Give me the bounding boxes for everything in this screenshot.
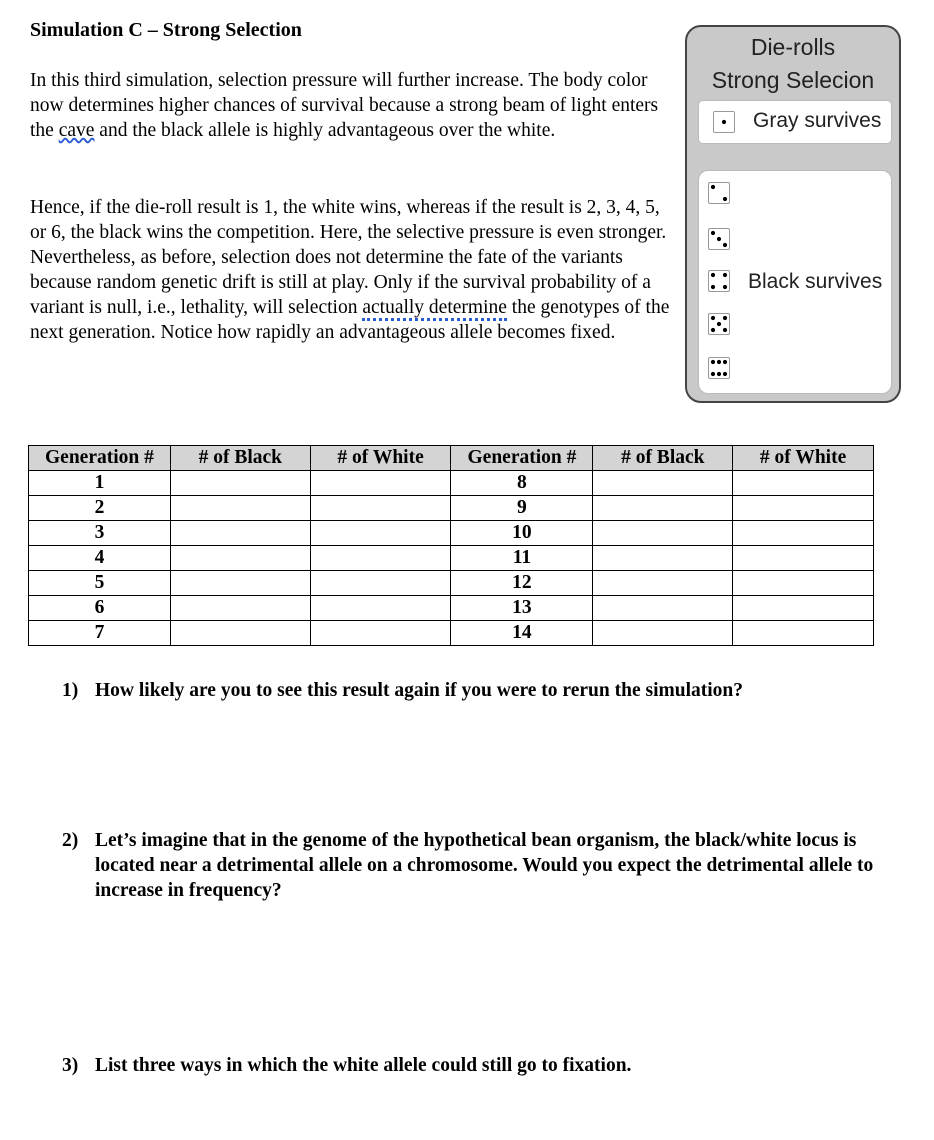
generation-cell: 11: [451, 546, 593, 571]
table-row: [29, 546, 874, 571]
question-number: 3): [62, 1055, 79, 1076]
die-panel-title: Die-rolls: [750, 34, 836, 60]
intro-paragraph: [30, 68, 670, 143]
black-count-cell[interactable]: [593, 596, 733, 621]
para2-text-a: Hence, if the die-roll result is 1, the white wins, whereas if the result is 2, 3, 4, 5, or 6, the black wins the competition. Here, the selective pressure is even stronger. Nevertheless, as before, selection does not determine the fate of the variants because random genetic drift is still at play. Only if the survival probability of a variant is null, i.e., lethality, will selection: [30, 197, 667, 318]
question-text: Let’s imagine that in the genome of the hypothetical bean organism, the black/white locus is located near a detrimental allele on a chromosome. Would you expect the detrimental allele to increase in frequency?: [95, 830, 874, 901]
gray-survives-box: [698, 100, 892, 144]
para1-text-b: and the black allele is highly advantageous over the white.: [94, 120, 556, 141]
para1-text-a: In this third simulation, selection pressure will further increase. The body color now determines higher chances of survival because a strong beam of light enters the: [30, 70, 659, 141]
die-rolls-panel: [685, 25, 901, 403]
generation-cell: 3: [29, 521, 171, 546]
white-count-cell[interactable]: [310, 571, 451, 596]
white-count-cell[interactable]: [733, 571, 874, 596]
header-generation-2: Generation #: [451, 446, 593, 471]
white-count-cell[interactable]: [310, 496, 451, 521]
white-count-cell[interactable]: [733, 621, 874, 646]
table-row: [29, 471, 874, 496]
question-2: [62, 828, 882, 903]
table-row: [29, 596, 874, 621]
question-number: 2): [62, 830, 79, 851]
black-survives-box: [698, 170, 892, 394]
generation-cell: 6: [29, 596, 171, 621]
para2-text-b: the genotypes of the next generation. Notice how rapidly an advantageous allele becomes fixed.: [30, 297, 670, 343]
white-count-cell[interactable]: [310, 621, 451, 646]
black-survives-label: Black survives: [748, 270, 883, 293]
black-count-cell[interactable]: [170, 471, 310, 496]
black-count-cell[interactable]: [170, 496, 310, 521]
generation-cell: 13: [451, 596, 593, 621]
question-number: 1): [62, 680, 79, 701]
header-generation-1: Generation #: [29, 446, 171, 471]
die-face-3-icon: [708, 228, 730, 250]
black-count-cell[interactable]: [593, 621, 733, 646]
header-white-1: # of White: [310, 446, 451, 471]
white-count-cell[interactable]: [310, 521, 451, 546]
question-3: [62, 1053, 882, 1078]
generation-cell: 9: [451, 496, 593, 521]
generation-cell: 14: [451, 621, 593, 646]
table-row: [29, 496, 874, 521]
black-count-cell[interactable]: [170, 521, 310, 546]
white-count-cell[interactable]: [310, 546, 451, 571]
generation-cell: 5: [29, 571, 171, 596]
die-face-2-icon: [708, 182, 730, 204]
rules-paragraph: [30, 195, 670, 345]
question-1: [62, 678, 882, 703]
white-count-cell[interactable]: [733, 521, 874, 546]
die-face-1-icon: [713, 111, 735, 133]
question-text: List three ways in which the white allele could still go to fixation.: [95, 1055, 632, 1076]
header-white-2: # of White: [733, 446, 874, 471]
white-count-cell[interactable]: [733, 596, 874, 621]
table-row: [29, 521, 874, 546]
black-count-cell[interactable]: [170, 596, 310, 621]
black-count-cell[interactable]: [593, 571, 733, 596]
black-count-cell[interactable]: [593, 471, 733, 496]
generation-cell: 4: [29, 546, 171, 571]
table-row: [29, 571, 874, 596]
table-header-row: [29, 446, 874, 471]
para1-underlined: cave: [58, 120, 95, 141]
header-black-2: # of Black: [593, 446, 733, 471]
generation-cell: 2: [29, 496, 171, 521]
black-count-cell[interactable]: [593, 521, 733, 546]
black-count-cell[interactable]: [170, 571, 310, 596]
die-face-5-icon: [708, 313, 730, 335]
generation-cell: 8: [451, 471, 593, 496]
die-face-6-icon: [708, 357, 730, 379]
die-panel-subtitle: Strong Selecion: [711, 67, 875, 93]
white-count-cell[interactable]: [733, 546, 874, 571]
black-count-cell[interactable]: [170, 546, 310, 571]
white-count-cell[interactable]: [733, 496, 874, 521]
black-count-cell[interactable]: [593, 496, 733, 521]
table-row: [29, 621, 874, 646]
generation-cell: 1: [29, 471, 171, 496]
generation-cell: 7: [29, 621, 171, 646]
white-count-cell[interactable]: [310, 471, 451, 496]
generation-table: [28, 445, 874, 646]
gray-survives-label: Gray survives: [753, 109, 882, 132]
page-title: Simulation C – Strong Selection: [30, 19, 302, 41]
question-text: How likely are you to see this result again if you were to rerun the simulation?: [95, 680, 743, 701]
white-count-cell[interactable]: [733, 471, 874, 496]
die-face-4-icon: [708, 270, 730, 292]
black-count-cell[interactable]: [593, 546, 733, 571]
white-count-cell[interactable]: [310, 596, 451, 621]
generation-cell: 12: [451, 571, 593, 596]
black-count-cell[interactable]: [170, 621, 310, 646]
generation-cell: 10: [451, 521, 593, 546]
header-black-1: # of Black: [170, 446, 310, 471]
para2-underlined: actually determine: [362, 297, 507, 321]
